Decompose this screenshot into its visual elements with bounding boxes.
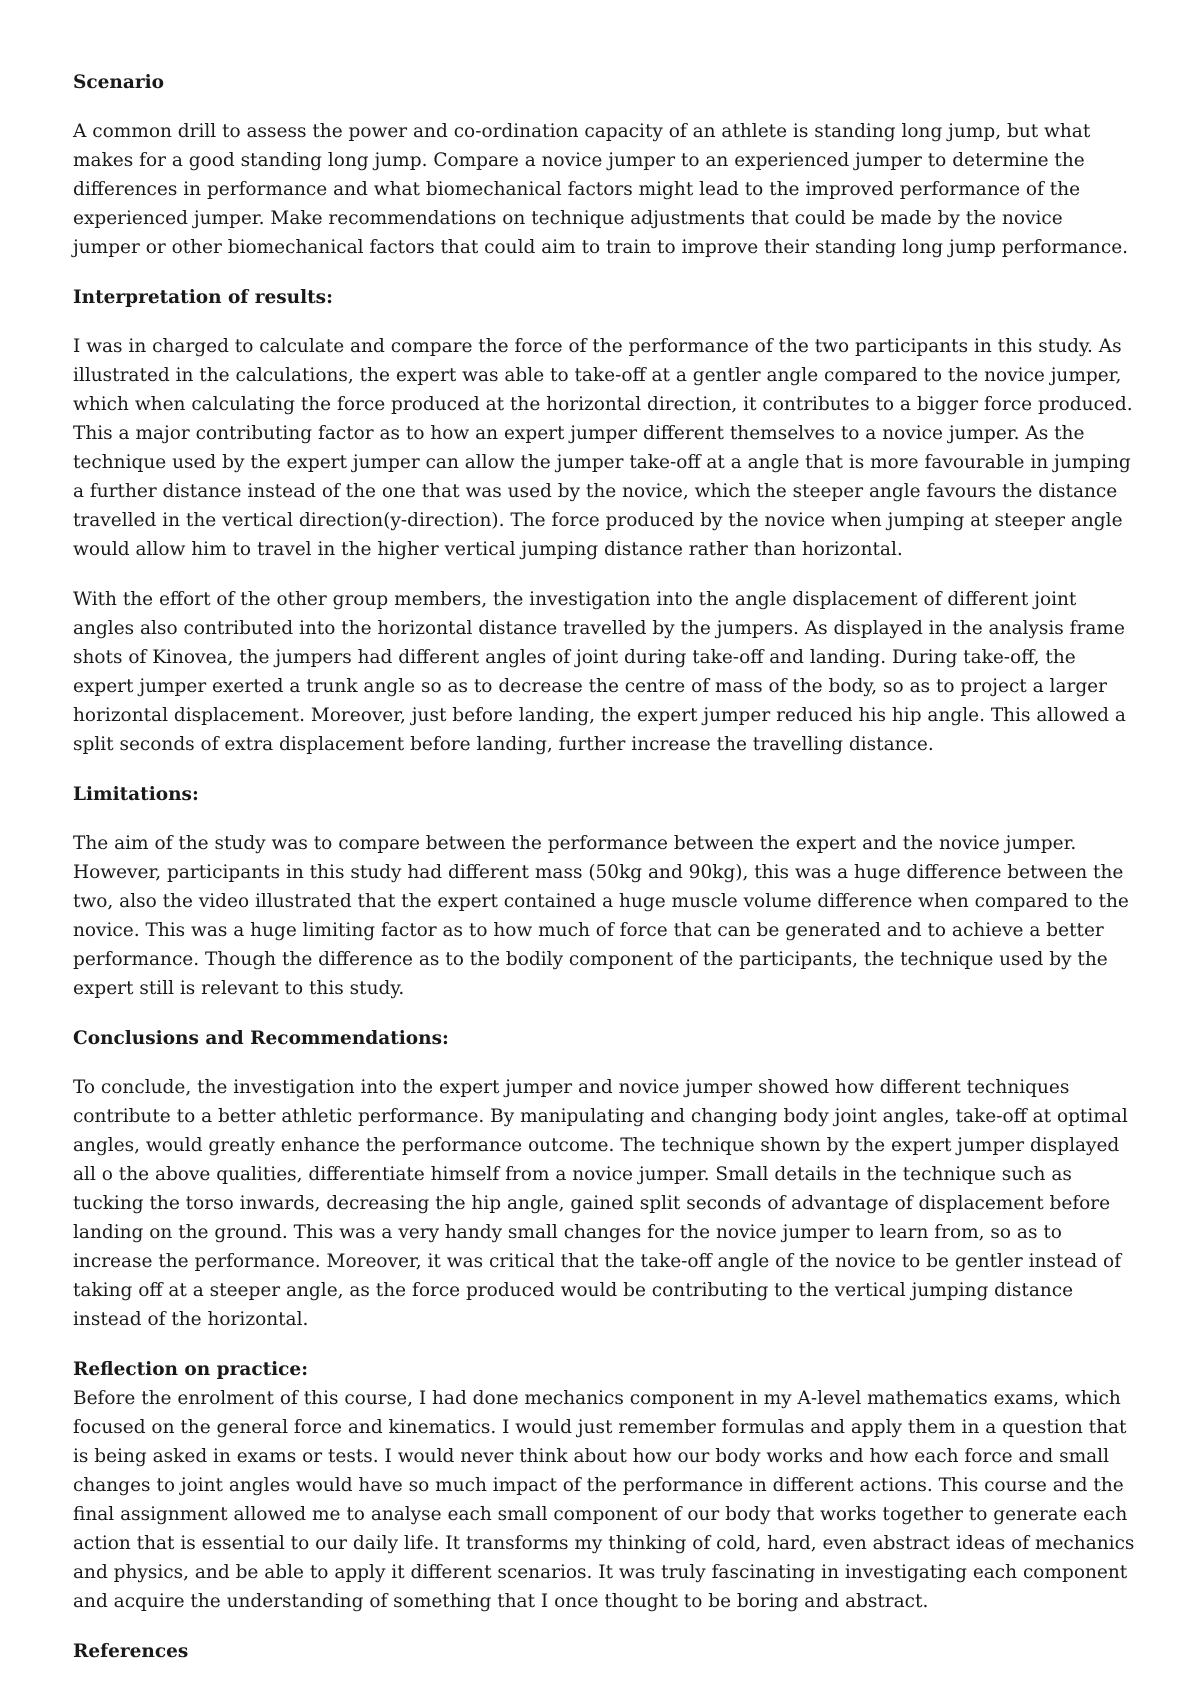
section-references — [73, 1637, 1135, 1666]
section-paragraph: A common drill to assess the power and co-ordination capacity of an athlete is standing long jump, but what makes for a good standing long jump. Compare a novice jumper to an experienced jumper to determine the differences in performance and what biomechanical factors might lead to the improved performance of the experienced jumper. Make recommendations on technique adjustments that could be made by the novice jumper or other biomechanical factors that could aim to train to improve their standing long jump performance. — [73, 121, 1129, 258]
section-paragraph: Before the enrolment of this course, I had done mechanics component in my A-level mathematics exams, which focused on the general force and kinematics. I would just remember formulas and apply them in a question that is being asked in exams or tests. I would never think about how our body works and how each force and small changes to joint angles would have so much impact of the performance in different actions. This course and the final assignment allowed me to analyse each small component of our body that works together to generate each action that is essential to our daily life. It transforms my thinking of cold, hard, even abstract ideas of mechanics and physics, and be able to apply it different scenarios. It was truly fascinating in investigating each component and acquire the understanding of something that I once thought to be boring and abstract. — [73, 1388, 1135, 1612]
section-interpretation — [73, 283, 1135, 759]
section-paragraph: To conclude, the investigation into the expert jumper and novice jumper showed how different techniques contribute to a better athletic performance. By manipulating and changing body joint angles, take-off at optimal angles, would greatly enhance the performance outcome. The technique shown by the expert jumper displayed all o the above qualities, differentiate himself from a novice jumper. Small details in the technique such as tucking the torso inwards, decreasing the hip angle, gained split seconds of advantage of displacement before landing on the ground. This was a very handy small changes for the novice jumper to learn from, so as to increase the performance. Moreover, it was critical that the take-off angle of the novice to be gentler instead of taking off at a steeper angle, as the force produced would be contributing to the vertical jumping distance instead of the horizontal. — [73, 1077, 1128, 1330]
section-paragraph: I was in charged to calculate and compare the force of the performance of the two participants in this study. As illustrated in the calculations, the expert was able to take-off at a gentler angle compared to the novice jumper, which when calculating the force produced at the horizontal direction, it contributes to a bigger force produced. This a major contributing factor as to how an expert jumper different themselves to a novice jumper. As the technique used by the expert jumper can allow the jumper take-off at a angle that is more favourable in jumping a further distance instead of the one that was used by the novice, which the steeper angle favours the distance travelled in the vertical direction(y-direction). The force produced by the novice when jumping at steeper angle would allow him to travel in the higher vertical jumping distance rather than horizontal. — [73, 336, 1133, 560]
section-scenario — [73, 68, 1135, 262]
section-limitations — [73, 780, 1135, 1003]
section-paragraph: The aim of the study was to compare between the performance between the expert and the novice jumper. However, participants in this study had different mass (50kg and 90kg), this was a huge difference between the two, also the video illustrated that the expert contained a huge muscle volume difference when compared to the novice. This was a huge limiting factor as to how much of force that can be generated and to achieve a better performance. Though the difference as to the bodily component of the participants, the technique used by the expert still is relevant to this study. — [73, 833, 1129, 999]
section-heading: Limitations: — [73, 784, 199, 805]
section-heading: Reflection on practice: — [73, 1359, 309, 1380]
section-reflection — [73, 1355, 1135, 1616]
section-conclusions — [73, 1024, 1135, 1334]
section-heading: Interpretation of results: — [73, 287, 333, 308]
section-heading: References — [73, 1641, 189, 1662]
section-heading: Scenario — [73, 72, 164, 93]
section-paragraph: With the effort of the other group members, the investigation into the angle displacement of different joint angles also contributed into the horizontal distance travelled by the jumpers. As displayed in the analysis frame shots of Kinovea, the jumpers had different angles of joint during take-off and landing. During take-off, the expert jumper exerted a trunk angle so as to decrease the centre of mass of the body, so as to project a larger horizontal displacement. Moreover, just before landing, the expert jumper reduced his hip angle. This allowed a split seconds of extra displacement before landing, further increase the travelling distance. — [73, 589, 1126, 755]
section-heading: Conclusions and Recommendations: — [73, 1028, 449, 1049]
document-page — [73, 68, 1135, 1687]
